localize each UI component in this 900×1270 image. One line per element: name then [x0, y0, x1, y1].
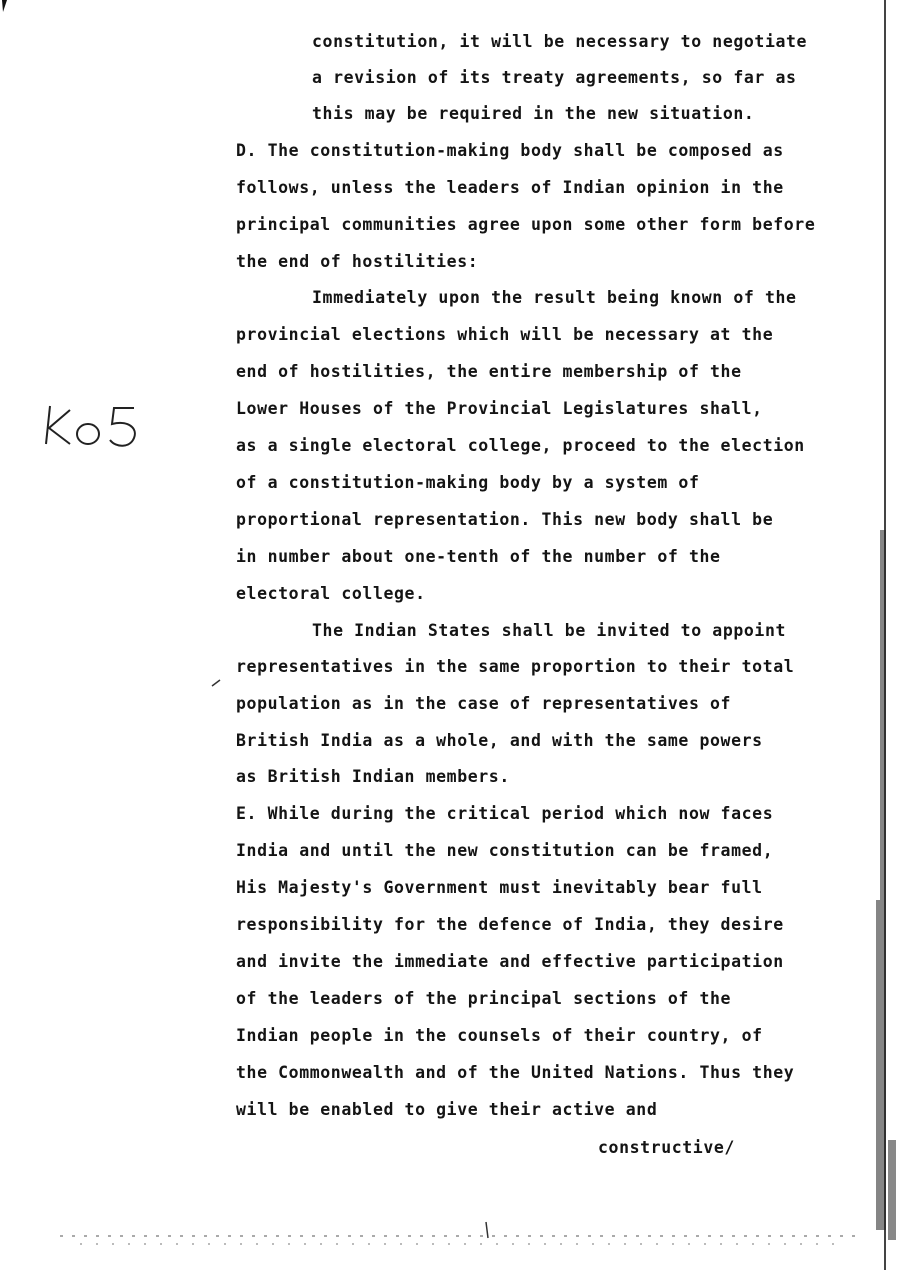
text-line: constitution, it will be necessary to negotiate: [312, 32, 808, 51]
text-line: of a constitution-making body by a system of: [236, 473, 700, 492]
text-line: follows, unless the leaders of Indian opinion in the: [236, 178, 784, 197]
text-line: and invite the immediate and effective participation: [236, 952, 784, 971]
text-line: this may be required in the new situation.: [312, 104, 755, 123]
text-line: Indian people in the counsels of their country, of: [236, 1026, 763, 1045]
text-line: responsibility for the defence of India, they desire: [236, 915, 784, 934]
handwritten-annotation: [40, 398, 150, 458]
text-line: a revision of its treaty agreements, so far as: [312, 68, 797, 87]
text-line: as British Indian members.: [236, 767, 510, 786]
text-line: India and until the new constitution can be framed,: [236, 841, 774, 860]
text-line: proportional representation. This new body shall be: [236, 510, 774, 529]
text-line: principal communities agree upon some other form before: [236, 215, 816, 234]
paragraph-start: Immediately upon the result being known of the: [312, 288, 797, 307]
text-line: end of hostilities, the entire membership of the: [236, 362, 742, 381]
text-line: provincial elections which will be necessary at the: [236, 325, 774, 344]
paragraph-start: The Indian States shall be invited to appoint: [312, 621, 787, 640]
text-line: the Commonwealth and of the United Nations. Thus they: [236, 1063, 795, 1082]
text-line: in number about one-tenth of the number of the: [236, 547, 721, 566]
text-line: electoral college.: [236, 584, 426, 603]
text-line: His Majesty's Government must inevitably bear full: [236, 878, 763, 897]
text-line: Lower Houses of the Provincial Legislatures shall,: [236, 399, 763, 418]
bottom-scan-artifacts: [60, 1214, 860, 1254]
corner-mark: [0, 0, 20, 20]
text-line: will be enabled to give their active and: [236, 1100, 658, 1119]
section-d-heading: D. The constitution-making body shall be composed as: [236, 141, 784, 160]
text-line: population as in the case of representatives of: [236, 694, 732, 713]
stray-mark: [210, 676, 224, 690]
text-line: representatives in the same proportion to their total: [236, 657, 795, 676]
page-edge-shadow: [836, 0, 900, 1270]
text-line: British India as a whole, and with the same powers: [236, 731, 763, 750]
section-e-heading: E. While during the critical period which now faces: [236, 804, 774, 823]
text-line: of the leaders of the principal sections of the: [236, 989, 732, 1008]
text-line: as a single electoral college, proceed to the election: [236, 436, 805, 455]
text-line: the end of hostilities:: [236, 252, 479, 271]
catchword: constructive/: [598, 1138, 735, 1157]
